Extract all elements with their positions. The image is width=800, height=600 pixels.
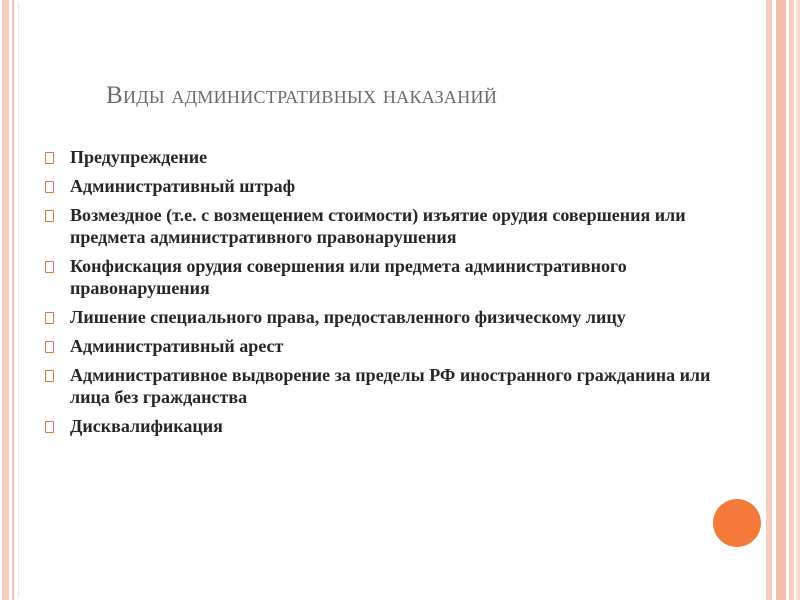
bullet-icon [45,312,54,324]
bullet-text: Административный арест [70,336,284,356]
bullet-icon [45,341,54,353]
bullet-item [44,415,724,437]
slide-title [106,82,706,110]
bullet-text: Дисквалификация [70,416,223,436]
bullet-item [44,306,724,328]
bullet-icon [45,152,54,164]
frame-stripe-left-inner [12,0,14,600]
bullet-list [44,146,724,444]
bullet-icon [45,261,54,273]
bullet-text: Административное выдворение за пределы РФ иностранного гражданина или лица без гражданства [70,365,711,407]
bullet-text: Конфискация орудия совершения или предмета административного правонарушения [70,256,627,298]
bullet-item [44,175,724,197]
decorative-orange-circle [713,499,761,547]
frame-stripe-right-2 [776,0,786,600]
slide-title-rest: иды административных наказаний [122,82,498,109]
bullet-item [44,255,724,299]
bullet-icon [45,181,54,193]
frame-stripe-right-3 [789,0,794,600]
bullet-icon [45,210,54,222]
bullet-text: Лишение специального права, предоставленного физическому лицу [70,307,626,327]
bullet-item [44,146,724,168]
frame-stripe-right-1 [766,0,772,600]
bullet-icon [45,421,54,433]
slide-title-initial: В [106,82,123,109]
bullet-icon [45,370,54,382]
frame-stripe-left-outer [2,0,9,600]
bullet-text: Возмездное (т.е. с возмещением стоимости) изъятие орудия совершения или предмета административного правонарушения [70,205,686,247]
bullet-item [44,364,724,408]
bullet-text: Предупреждение [70,147,208,167]
bullet-item [44,204,724,248]
bullet-text: Административный штраф [70,176,296,196]
bullet-item [44,335,724,357]
frame-stripe-right-4 [796,0,800,600]
